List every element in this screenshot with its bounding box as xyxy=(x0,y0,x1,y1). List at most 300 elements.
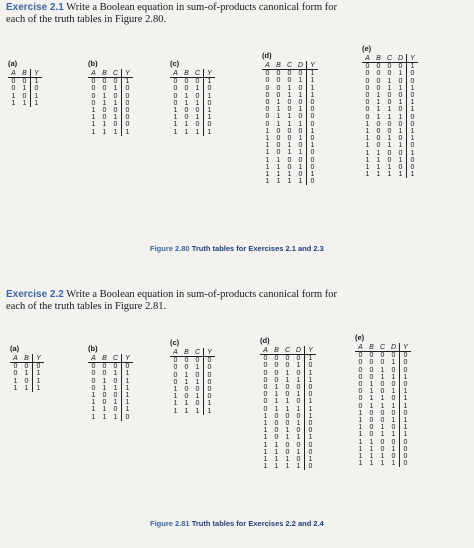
truth-table-grid xyxy=(88,354,133,421)
table-cell: 1 xyxy=(263,456,268,464)
table-cell: 1 xyxy=(387,84,392,92)
table-cell: 0 xyxy=(91,370,96,378)
table-cell: 1 xyxy=(380,395,385,403)
table-cell: 1 xyxy=(305,355,317,363)
table-cell: 0 xyxy=(287,127,292,135)
table-cell: 1 xyxy=(407,106,419,113)
table-cell: 1 xyxy=(173,128,178,136)
table-cell: 1 xyxy=(380,424,385,432)
table-cell: 0 xyxy=(173,364,178,372)
table-cell: 1 xyxy=(407,99,419,106)
table-cell: 0 xyxy=(387,120,392,128)
table-cell: 0 xyxy=(195,400,200,408)
table-cell: 0 xyxy=(276,70,281,78)
column-header: C xyxy=(110,69,122,78)
column-header: B xyxy=(19,69,31,78)
table-cell: 1 xyxy=(91,121,96,129)
table-cell: 0 xyxy=(173,371,178,379)
table-cell: 1 xyxy=(398,84,403,92)
table-cell: 0 xyxy=(407,70,419,77)
table-cell: 1 xyxy=(184,99,189,107)
figure-number: Figure 2.81 xyxy=(150,519,190,528)
table-row xyxy=(88,114,133,121)
table-row xyxy=(260,391,316,398)
table-cell: 1 xyxy=(296,434,301,442)
table-cell: 1 xyxy=(263,412,268,420)
table-row xyxy=(260,427,316,434)
table-cell: 0 xyxy=(263,376,268,384)
header-row xyxy=(8,69,42,78)
table-cell: 0 xyxy=(287,70,292,78)
table-cell: 0 xyxy=(407,92,419,99)
table-cell: 0 xyxy=(204,357,216,365)
table-row xyxy=(260,442,316,449)
table-cell: 1 xyxy=(358,438,363,446)
table-cell: 0 xyxy=(276,77,281,85)
table-cell: 1 xyxy=(376,156,381,164)
figure-caption xyxy=(150,519,324,528)
truth-table-grid xyxy=(362,54,418,178)
table-cell: 0 xyxy=(400,439,412,446)
table-row xyxy=(170,372,215,379)
table-cell: 0 xyxy=(400,359,412,366)
table-cell: 1 xyxy=(31,78,43,86)
table-row xyxy=(170,393,215,400)
column-header: A xyxy=(260,346,271,355)
table-cell: 1 xyxy=(113,399,118,407)
table-row xyxy=(362,63,418,71)
truth-table xyxy=(88,60,133,136)
table-cell: 1 xyxy=(31,100,43,107)
table-cell: 1 xyxy=(265,149,270,157)
table-cell: 1 xyxy=(307,142,319,149)
table-cell: 1 xyxy=(11,92,16,100)
table-cell: 0 xyxy=(184,107,189,115)
table-cell: 0 xyxy=(358,381,363,389)
table-cell: 1 xyxy=(307,77,319,84)
table-cell: 0 xyxy=(91,99,96,107)
table-cell: 1 xyxy=(113,384,118,392)
table-cell: 0 xyxy=(369,352,374,360)
table-row xyxy=(355,374,411,381)
table-row xyxy=(88,93,133,100)
table-cell: 1 xyxy=(376,171,381,179)
table-cell: 0 xyxy=(274,434,279,442)
table-cell: 0 xyxy=(122,114,134,121)
table-cell: 0 xyxy=(274,412,279,420)
table-cell: 1 xyxy=(358,409,363,417)
figure-caption-text: Truth tables for Exercises 2.2 and 2.4 xyxy=(191,519,324,528)
header-row xyxy=(88,354,133,363)
table-row xyxy=(355,446,411,453)
table-row xyxy=(170,357,215,365)
table-row xyxy=(262,142,318,149)
table-cell: 0 xyxy=(369,366,374,374)
table-cell: 1 xyxy=(365,156,370,164)
table-cell: 0 xyxy=(391,352,396,360)
table-cell: 0 xyxy=(298,70,303,78)
table-cell: 1 xyxy=(102,406,107,414)
table-cell: 0 xyxy=(296,369,301,377)
table-cell: 0 xyxy=(24,377,29,385)
table-cell: 0 xyxy=(184,357,189,365)
table-cell: 0 xyxy=(263,355,268,363)
table-cell: 0 xyxy=(91,92,96,100)
table-cell: 1 xyxy=(195,393,200,401)
table-cell: 0 xyxy=(400,460,412,467)
truth-table-label: (e) xyxy=(355,333,365,342)
table-cell: 1 xyxy=(195,128,200,136)
table-row xyxy=(8,78,42,86)
truth-table-grid xyxy=(262,61,318,185)
table-cell: 1 xyxy=(400,417,412,424)
table-cell: 1 xyxy=(91,406,96,414)
table-cell: 1 xyxy=(265,163,270,171)
table-cell: 1 xyxy=(307,70,319,78)
table-cell: 0 xyxy=(407,114,419,121)
table-cell: 0 xyxy=(387,99,392,107)
table-row xyxy=(362,121,418,128)
table-cell: 0 xyxy=(285,391,290,399)
table-cell: 0 xyxy=(13,370,18,378)
table-row xyxy=(10,378,44,385)
table-cell: 1 xyxy=(195,378,200,386)
table-row xyxy=(262,99,318,106)
table-row xyxy=(10,385,44,392)
table-cell: 1 xyxy=(122,392,134,399)
column-header: B xyxy=(373,54,384,63)
table-cell: 0 xyxy=(391,366,396,374)
table-cell: 0 xyxy=(102,363,107,371)
table-cell: 0 xyxy=(113,107,118,115)
table-cell: 0 xyxy=(369,409,374,417)
table-cell: 1 xyxy=(285,434,290,442)
table-cell: 0 xyxy=(365,113,370,121)
table-cell: 1 xyxy=(91,392,96,400)
table-cell: 1 xyxy=(365,164,370,172)
table-cell: 1 xyxy=(307,171,319,178)
table-row xyxy=(355,395,411,402)
column-header: C xyxy=(192,69,204,78)
table-cell: 0 xyxy=(391,395,396,403)
table-cell: 1 xyxy=(113,114,118,122)
table-cell: 1 xyxy=(24,370,29,378)
table-cell: 1 xyxy=(113,128,118,136)
table-cell: 1 xyxy=(298,91,303,99)
table-cell: 0 xyxy=(195,78,200,86)
table-cell: 0 xyxy=(358,395,363,403)
column-header: B xyxy=(21,354,33,363)
table-cell: 0 xyxy=(398,149,403,157)
table-cell: 1 xyxy=(376,149,381,157)
table-row xyxy=(362,99,418,106)
table-cell: 1 xyxy=(263,434,268,442)
table-cell: 1 xyxy=(195,114,200,122)
truth-table-label: (d) xyxy=(260,336,270,345)
table-cell: 0 xyxy=(173,78,178,86)
table-cell: 1 xyxy=(287,113,292,121)
table-cell: 1 xyxy=(195,85,200,93)
table-row xyxy=(355,439,411,446)
table-cell: 1 xyxy=(285,398,290,406)
table-cell: 1 xyxy=(358,453,363,461)
table-cell: 0 xyxy=(380,381,385,389)
table-cell: 0 xyxy=(400,367,412,374)
table-cell: 1 xyxy=(102,99,107,107)
table-cell: 1 xyxy=(298,135,303,143)
table-cell: 1 xyxy=(285,456,290,464)
table-cell: 0 xyxy=(391,453,396,461)
table-cell: 1 xyxy=(369,453,374,461)
table-cell: 0 xyxy=(285,355,290,363)
table-cell: 1 xyxy=(173,114,178,122)
table-row xyxy=(262,121,318,128)
table-cell: 1 xyxy=(287,178,292,186)
table-cell: 0 xyxy=(122,93,134,100)
table-cell: 1 xyxy=(400,431,412,438)
table-row xyxy=(88,406,133,413)
column-header: B xyxy=(273,61,284,70)
table-row xyxy=(262,171,318,178)
table-cell: 1 xyxy=(305,456,317,463)
table-cell: 1 xyxy=(298,106,303,114)
table-cell: 1 xyxy=(376,164,381,172)
table-cell: 1 xyxy=(287,120,292,128)
table-cell: 1 xyxy=(285,376,290,384)
table-cell: 0 xyxy=(285,384,290,392)
table-cell: 1 xyxy=(265,178,270,186)
table-cell: 1 xyxy=(184,400,189,408)
table-cell: 0 xyxy=(102,392,107,400)
header-row xyxy=(170,348,215,357)
table-cell: 1 xyxy=(184,121,189,129)
column-header: B xyxy=(99,354,110,363)
truth-table-grid xyxy=(260,346,316,470)
figure-number: Figure 2.80 xyxy=(150,244,190,253)
table-cell: 0 xyxy=(195,107,200,115)
table-row xyxy=(170,400,215,407)
table-cell: 0 xyxy=(407,78,419,85)
table-cell: 1 xyxy=(407,85,419,92)
table-row xyxy=(362,157,418,164)
table-cell: 0 xyxy=(376,84,381,92)
table-cell: 1 xyxy=(91,413,96,421)
table-cell: 0 xyxy=(398,164,403,172)
table-cell: 0 xyxy=(265,113,270,121)
column-header: C xyxy=(192,348,204,357)
table-cell: 0 xyxy=(391,438,396,446)
table-cell: 0 xyxy=(298,84,303,92)
table-cell: 0 xyxy=(398,135,403,143)
table-cell: 1 xyxy=(287,142,292,150)
table-cell: 1 xyxy=(113,85,118,93)
table-cell: 0 xyxy=(369,431,374,439)
table-row xyxy=(362,171,418,178)
table-cell: 1 xyxy=(274,441,279,449)
table-cell: 1 xyxy=(298,149,303,157)
table-cell: 0 xyxy=(376,128,381,136)
table-row xyxy=(260,398,316,405)
table-cell: 0 xyxy=(398,120,403,128)
table-row xyxy=(170,114,215,121)
table-cell: 0 xyxy=(407,142,419,149)
table-cell: 1 xyxy=(387,142,392,150)
table-cell: 1 xyxy=(369,402,374,410)
table-row xyxy=(260,384,316,391)
truth-table-label: (b) xyxy=(88,344,98,353)
table-cell: 0 xyxy=(173,378,178,386)
truth-table-grid xyxy=(170,348,215,415)
table-cell: 0 xyxy=(305,362,317,369)
table-cell: 1 xyxy=(276,178,281,186)
table-cell: 0 xyxy=(113,78,118,86)
table-cell: 0 xyxy=(173,357,178,365)
table-cell: 0 xyxy=(391,409,396,417)
table-cell: 0 xyxy=(376,70,381,78)
table-row xyxy=(262,85,318,92)
column-header: A xyxy=(362,54,373,63)
table-cell: 0 xyxy=(296,412,301,420)
column-header: B xyxy=(99,69,110,78)
table-cell: 1 xyxy=(305,377,317,384)
table-row xyxy=(262,157,318,164)
table-cell: 0 xyxy=(400,446,412,453)
table-row xyxy=(88,121,133,128)
column-header: D xyxy=(293,346,305,355)
table-row xyxy=(170,85,215,92)
table-cell: 1 xyxy=(204,93,216,100)
table-row xyxy=(88,100,133,107)
column-header: B xyxy=(366,343,377,352)
table-cell: 1 xyxy=(22,99,27,107)
table-cell: 0 xyxy=(287,77,292,85)
table-cell: 1 xyxy=(400,388,412,395)
table-cell: 1 xyxy=(358,431,363,439)
table-cell: 1 xyxy=(184,407,189,415)
table-cell: 0 xyxy=(195,92,200,100)
table-cell: 0 xyxy=(391,424,396,432)
table-row xyxy=(88,363,133,371)
table-cell: 0 xyxy=(102,114,107,122)
table-cell: 0 xyxy=(195,386,200,394)
column-header: B xyxy=(181,348,192,357)
table-cell: 0 xyxy=(369,359,374,367)
table-cell: 0 xyxy=(391,381,396,389)
exercise-text: Write a Boolean equation in sum-of-products canonical form for each of the truth tables in Figure 2.81. xyxy=(6,289,338,312)
table-cell: 1 xyxy=(33,370,45,377)
table-row xyxy=(355,352,411,360)
table-row xyxy=(262,135,318,142)
table-cell: 0 xyxy=(369,424,374,432)
table-cell: 0 xyxy=(263,369,268,377)
table-cell: 1 xyxy=(173,121,178,129)
table-cell: 0 xyxy=(33,363,45,371)
truth-table xyxy=(262,52,318,185)
table-cell: 1 xyxy=(391,417,396,425)
table-cell: 0 xyxy=(122,100,134,107)
table-cell: 1 xyxy=(391,373,396,381)
table-cell: 0 xyxy=(358,402,363,410)
table-row xyxy=(170,129,215,136)
table-cell: 0 xyxy=(365,63,370,71)
table-row xyxy=(362,106,418,113)
table-cell: 0 xyxy=(358,352,363,360)
table-cell: 0 xyxy=(287,163,292,171)
column-header: Y xyxy=(122,354,134,363)
table-cell: 0 xyxy=(195,357,200,365)
table-cell: 0 xyxy=(263,391,268,399)
table-cell: 0 xyxy=(276,135,281,143)
table-cell: 1 xyxy=(204,408,216,415)
table-cell: 1 xyxy=(369,460,374,468)
table-row xyxy=(262,164,318,171)
table-cell: 1 xyxy=(369,381,374,389)
table-cell: 1 xyxy=(274,384,279,392)
table-cell: 0 xyxy=(265,91,270,99)
table-cell: 1 xyxy=(398,113,403,121)
table-cell: 1 xyxy=(358,424,363,432)
table-cell: 0 xyxy=(298,113,303,121)
table-cell: 1 xyxy=(387,113,392,121)
table-cell: 1 xyxy=(365,149,370,157)
table-row xyxy=(262,92,318,99)
header-row xyxy=(10,354,44,363)
table-cell: 1 xyxy=(91,107,96,115)
table-cell: 1 xyxy=(13,384,18,392)
truth-table xyxy=(170,339,215,415)
table-row xyxy=(260,463,316,470)
table-cell: 0 xyxy=(296,384,301,392)
table-cell: 0 xyxy=(265,77,270,85)
table-cell: 0 xyxy=(204,393,216,400)
truth-table-label: (d) xyxy=(262,51,272,60)
table-cell: 1 xyxy=(102,384,107,392)
table-cell: 0 xyxy=(380,359,385,367)
truth-table xyxy=(355,334,411,467)
table-cell: 1 xyxy=(296,463,301,471)
table-cell: 1 xyxy=(391,460,396,468)
truth-table-grid xyxy=(10,354,44,392)
table-cell: 1 xyxy=(276,156,281,164)
truth-table-label: (a) xyxy=(10,344,20,353)
table-row xyxy=(88,378,133,385)
table-cell: 0 xyxy=(387,156,392,164)
table-row xyxy=(88,85,133,92)
table-cell: 1 xyxy=(380,402,385,410)
table-row xyxy=(262,106,318,113)
table-cell: 1 xyxy=(33,378,45,385)
table-cell: 0 xyxy=(184,114,189,122)
table-cell: 1 xyxy=(365,120,370,128)
table-cell: 1 xyxy=(407,171,419,178)
table-cell: 0 xyxy=(102,399,107,407)
column-header: Y xyxy=(33,354,45,363)
table-cell: 1 xyxy=(263,441,268,449)
table-cell: 0 xyxy=(296,355,301,363)
table-cell: 0 xyxy=(91,85,96,93)
truth-table-label: (c) xyxy=(170,338,180,347)
header-row xyxy=(362,54,418,63)
table-row xyxy=(362,70,418,77)
column-header: D xyxy=(388,343,400,352)
table-cell: 0 xyxy=(263,398,268,406)
table-row xyxy=(260,420,316,427)
table-row xyxy=(362,128,418,135)
table-cell: 0 xyxy=(307,178,319,185)
table-cell: 1 xyxy=(276,106,281,114)
table-cell: 1 xyxy=(204,114,216,121)
truth-table-grid xyxy=(355,343,411,467)
